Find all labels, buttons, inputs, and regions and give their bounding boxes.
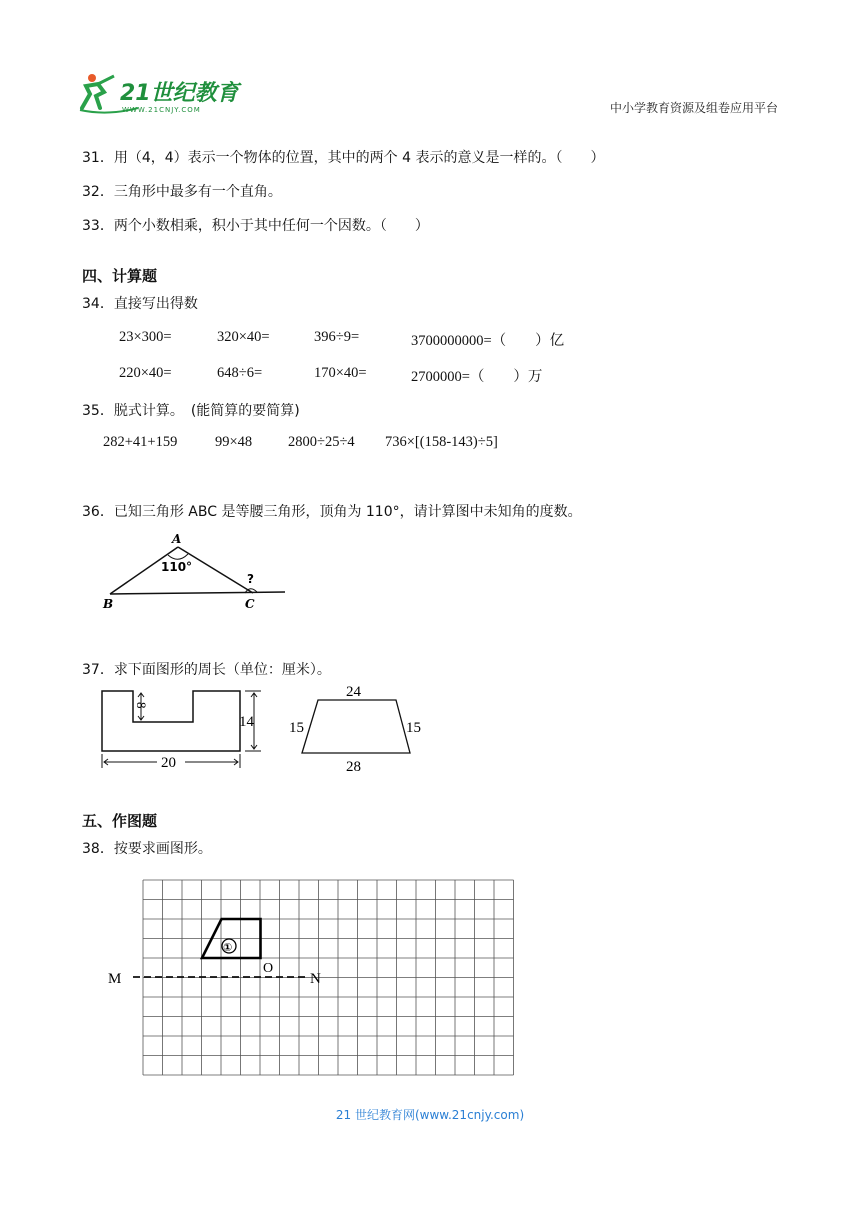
label-n: N xyxy=(310,971,321,987)
question-34: 34．直接写出得数 xyxy=(82,296,198,312)
calc-item: 648÷6= xyxy=(217,365,263,381)
section-4-title: 四、计算题 xyxy=(82,267,158,285)
platform-name: 中小学教育资源及组卷应用平台 xyxy=(609,101,778,115)
dim-width: 20 xyxy=(161,755,176,771)
calc-item: 220×40= xyxy=(119,365,172,381)
calc-item: 99×48 xyxy=(215,434,253,450)
calc-item: 396÷9= xyxy=(314,329,360,345)
label-a: A xyxy=(172,532,182,546)
triangle-figure xyxy=(95,528,295,618)
calc-item: 2800÷25÷4 xyxy=(288,434,355,450)
calc-item: 23×300= xyxy=(119,329,172,345)
trapezoid-figure xyxy=(285,680,430,776)
question-37: 37．求下面图形的周长（单位：厘米）。 xyxy=(82,662,331,678)
calc-item: 3700000000=（ ）亿 xyxy=(411,333,565,349)
label-o: O xyxy=(263,961,274,976)
logo-text: 21世纪教育 xyxy=(120,81,239,106)
calc-item: 170×40= xyxy=(314,365,367,381)
question-33: 33．两个小数相乘，积小于其中任何一个因数。（ ） xyxy=(82,218,429,234)
calc-item: 320×40= xyxy=(217,329,270,345)
calc-item: 2700000=（ ）万 xyxy=(411,369,543,385)
u-shape-figure xyxy=(95,684,270,776)
label-m: M xyxy=(108,971,122,987)
question-31: 31．用（4，4）表示一个物体的位置，其中的两个 4 表示的意义是一样的。（ ） xyxy=(82,150,605,166)
question-35: 35．脱式计算。 (能简算的要简算) xyxy=(82,403,300,419)
trap-bottom: 28 xyxy=(346,759,361,775)
calc-item: 282+41+159 xyxy=(103,434,178,450)
grid-lines xyxy=(143,880,514,1075)
label-c: C xyxy=(245,597,255,611)
label-unknown: ? xyxy=(247,572,254,586)
dim-inner: 8 xyxy=(134,702,149,709)
trap-left: 15 xyxy=(289,720,304,736)
section-5-title: 五、作图题 xyxy=(82,812,158,830)
dim-height: 14 xyxy=(239,714,254,730)
question-32: 32．三角形中最多有一个直角。 xyxy=(82,184,282,200)
grid-figure xyxy=(100,872,520,1082)
trap-right: 15 xyxy=(406,720,421,736)
trap-top: 24 xyxy=(346,684,361,700)
footer: 21 世纪教育网(www.21cnjy.com) xyxy=(335,1108,525,1122)
question-36: 36．已知三角形 ABC 是等腰三角形，顶角为 110°，请计算图中未知角的度数。 xyxy=(82,504,582,520)
logo-sub: WWW.21CNJY.COM xyxy=(122,106,201,114)
label-angle: 110° xyxy=(161,560,193,574)
logo xyxy=(78,70,258,115)
question-38: 38．按要求画图形。 xyxy=(82,841,212,857)
calc-item: 736×[(158-143)÷5] xyxy=(385,434,498,450)
label-b: B xyxy=(103,597,114,611)
shape-label: ① xyxy=(223,941,233,954)
